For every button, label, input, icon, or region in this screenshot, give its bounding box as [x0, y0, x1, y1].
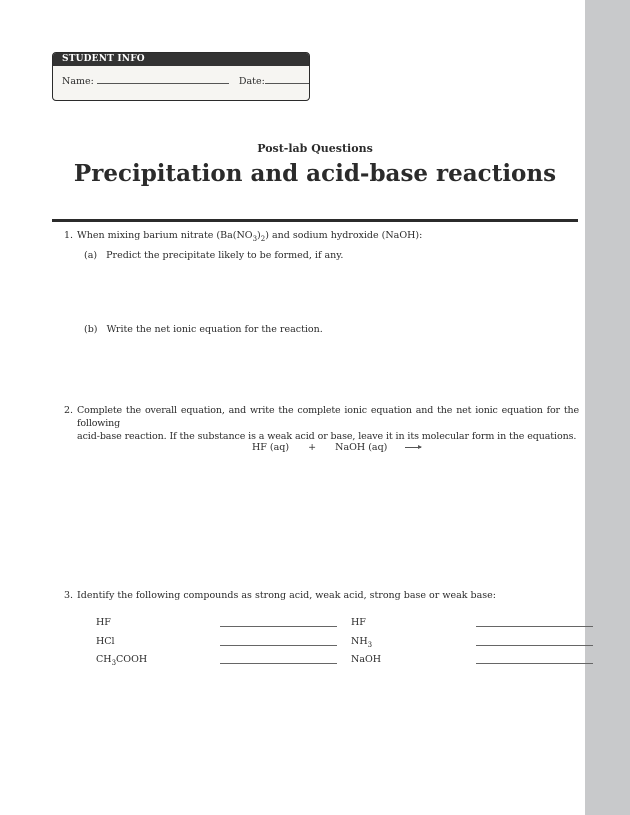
page-subtitle: Post-lab Questions [257, 142, 373, 155]
student-info-box [52, 52, 310, 101]
question-1a [84, 250, 343, 261]
question-3-number: 3. [64, 590, 74, 601]
answer-line-right-1[interactable] [476, 626, 593, 627]
question-2-number: 2. [64, 405, 74, 416]
page-title: Precipitation and acid-base reactions [73, 160, 557, 187]
compound-left-2: HCl [96, 636, 115, 647]
compound-left-1: HF [96, 617, 111, 628]
name-field[interactable] [97, 75, 229, 84]
compound-right-3: NaOH [351, 654, 382, 665]
answer-line-right-2[interactable] [476, 645, 593, 646]
compound-right-2: $NH_3$ [351, 636, 373, 649]
answer-line-right-3[interactable] [476, 663, 593, 664]
answer-line-left-1[interactable] [220, 626, 337, 627]
question-3-text: Identify the following compounds as strong acid, weak acid, strong base or weak base: [77, 590, 496, 601]
date-label: Date: [238, 76, 265, 87]
question-1b-label: (b) [84, 324, 98, 335]
answer-line-left-3[interactable] [220, 663, 337, 664]
answer-line-left-2[interactable] [220, 645, 337, 646]
question-1-number: 1. [64, 230, 74, 241]
reaction-arrow-icon [405, 447, 421, 448]
name-label: Name: [62, 76, 94, 87]
question-1-text: When mixing barium nitrate $(Ba(NO_3)_2)$ and sodium hydroxide (NaOH): [77, 230, 423, 243]
title-divider [52, 219, 578, 222]
question-1b [84, 324, 323, 335]
plus-sign: + [308, 442, 317, 453]
question-1a-text: Predict the precipitate likely to be formed, if any. [106, 250, 344, 261]
compound-right-1: HF [351, 617, 366, 628]
reaction-equation [252, 442, 421, 453]
question-1a-label: (a) [84, 250, 98, 261]
student-info-row [62, 75, 310, 87]
question-2-text: Complete the overall equation, and write the complete ionic equation and the net ionic equation for the following acid-base reaction. If the substance is a weak acid or base, leave it in its molecular form in the equations. [77, 405, 579, 442]
reactant-hf: HF (aq) [252, 442, 290, 453]
reactant-naoh: NaOH (aq) [335, 442, 388, 453]
question-1b-text: Write the net ionic equation for the reaction. [106, 324, 323, 335]
page-side-margin [585, 0, 630, 815]
student-info-header: STUDENT INFO [53, 53, 309, 66]
date-field[interactable] [265, 75, 310, 84]
compound-left-3: $CH_3COOH$ [96, 654, 148, 667]
